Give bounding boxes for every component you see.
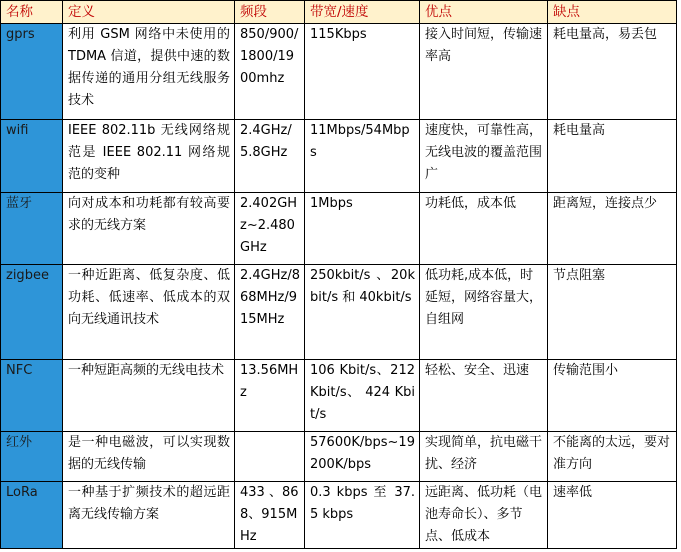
tech-frequency: 850/900/1800/1900mhz [235, 24, 305, 120]
tech-name: LoRa [1, 482, 63, 549]
tech-frequency: 2.402GHz~2.480GHz [235, 193, 305, 265]
tech-pros: 速度快，可靠性高，无线电波的覆盖范围广 [420, 120, 548, 193]
tech-frequency: 433 、868、915MHz [235, 482, 305, 549]
table-row [1, 193, 677, 265]
tech-frequency [235, 432, 305, 482]
tech-bandwidth: 1Mbps [305, 193, 420, 265]
tech-name: NFC [1, 360, 63, 432]
tech-cons: 距离短，连接点少 [548, 193, 677, 265]
tech-definition: 一种近距离、低复杂度、低功耗、低速率、低成本的双向无线通讯技术 [63, 265, 235, 360]
header-frequency: 频段 [235, 1, 305, 24]
header-definition: 定义 [63, 1, 235, 24]
tech-name: 红外 [1, 432, 63, 482]
tech-definition: 是一种电磁波，可以实现数据的无线传输 [63, 432, 235, 482]
tech-pros: 轻松、安全、迅速 [420, 360, 548, 432]
tech-bandwidth: 115Kbps [305, 24, 420, 120]
tech-definition: 一种基于扩频技术的超远距离无线传输方案 [63, 482, 235, 549]
table-row [1, 432, 677, 482]
tech-name: 蓝牙 [1, 193, 63, 265]
tech-frequency: 2.4GHz/868MHz/915MHz [235, 265, 305, 360]
header-bandwidth: 带宽/速度 [305, 1, 420, 24]
tech-bandwidth: 250kbit/s 、20kbit/s 和 40kbit/s [305, 265, 420, 360]
table-row [1, 265, 677, 360]
tech-name: zigbee [1, 265, 63, 360]
tech-bandwidth: 106 Kbit/s、212 Kbit/s、 424 Kbit/s [305, 360, 420, 432]
tech-bandwidth: 11Mbps/54Mbps [305, 120, 420, 193]
header-name: 名称 [1, 1, 63, 24]
tech-definition: IEEE 802.11b 无线网络规范是 IEEE 802.11 网络规范的变种 [63, 120, 235, 193]
tech-cons: 速率低 [548, 482, 677, 549]
tech-cons: 耗电量高，易丢包 [548, 24, 677, 120]
tech-cons: 传输范围小 [548, 360, 677, 432]
header-pros: 优点 [420, 1, 548, 24]
tech-cons: 不能离的太远，要对准方向 [548, 432, 677, 482]
tech-cons: 节点阻塞 [548, 265, 677, 360]
tech-pros: 接入时间短，传输速率高 [420, 24, 548, 120]
tech-pros: 功耗低，成本低 [420, 193, 548, 265]
tech-name: gprs [1, 24, 63, 120]
tech-pros: 低功耗,成本低，时延短，网络容量大，自组网 [420, 265, 548, 360]
tech-cons: 耗电量高 [548, 120, 677, 193]
tech-frequency: 2.4GHz/5.8GHz [235, 120, 305, 193]
tech-frequency: 13.56MHz [235, 360, 305, 432]
tech-bandwidth: 0.3 kbps 至 37.5 kbps [305, 482, 420, 549]
header-row [1, 1, 677, 24]
header-cons: 缺点 [548, 1, 677, 24]
tech-pros: 实现简单，抗电磁干扰、经济 [420, 432, 548, 482]
tech-definition: 利用 GSM 网络中未使用的 TDMA 信道，提供中速的数据传递的通用分组无线服务技术 [63, 24, 235, 120]
tech-name: wifi [1, 120, 63, 193]
tech-pros: 远距离、低功耗（电池寿命长）、多节点、低成本 [420, 482, 548, 549]
table-row [1, 120, 677, 193]
table-row [1, 24, 677, 120]
table-row [1, 482, 677, 549]
tech-bandwidth: 57600K/bps~19200K/bps [305, 432, 420, 482]
table-row [1, 360, 677, 432]
tech-definition: 向对成本和功耗都有较高要求的无线方案 [63, 193, 235, 265]
tech-definition: 一种短距高频的无线电技术 [63, 360, 235, 432]
